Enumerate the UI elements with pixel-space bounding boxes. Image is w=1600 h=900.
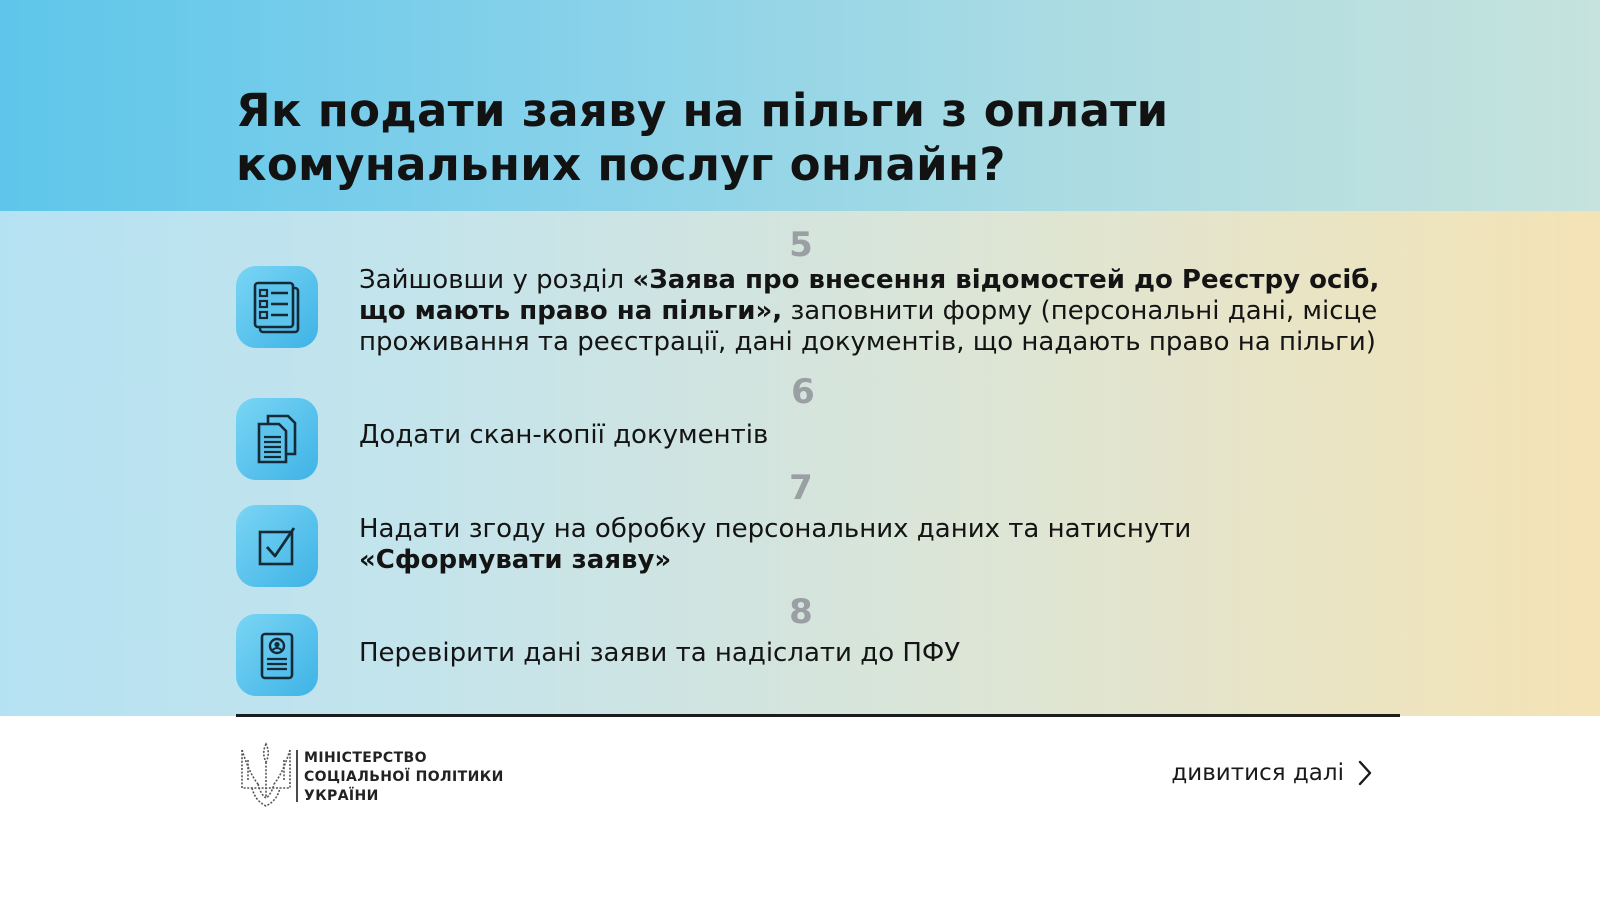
step-7-icon-tile [236,505,318,587]
step-8-text: Перевірити дані заяви та надіслати до ПФУ [359,638,961,668]
chevron-right-icon [1358,760,1372,786]
step-5-text-suffix: заповнити форму (персональні дані, місце проживання та реєстрації, дані документів, що надають право на пільги) [359,296,1378,357]
ministry-line-2: СОЦІАЛЬНОЇ ПОЛІТИКИ [304,769,504,785]
title-line-1: Як подати заяву на пільги з оплати [236,84,1169,137]
trident-emblem-icon [236,740,296,812]
logo-separator [296,750,298,802]
ministry-line-1: МІНІСТЕРСТВО [304,750,427,766]
step-7-text [359,514,1409,576]
documents-copy-icon [248,410,306,468]
step-5-text-prefix: Зайшовши у розділ [359,265,633,295]
step-5-text-bold: «Заява про внесення відомостей до Реєстру осіб, що мають право на пільги», [359,265,1380,326]
step-number-8: 8 [789,592,813,632]
checkbox-icon [248,517,306,575]
see-more-label: дивитися далі [1171,760,1344,786]
form-list-icon [248,278,306,336]
step-6-icon-tile [236,398,318,480]
step-5-text [359,265,1409,358]
step-8-icon-tile [236,614,318,696]
ministry-line-3: УКРАЇНИ [304,788,379,804]
ministry-name [304,749,504,806]
id-document-icon [248,626,306,684]
step-6-text: Додати скан-копії документів [359,420,769,450]
step-7-text-prefix: Надати згоду на обробку персональних даних та натиснути [359,514,1192,544]
step-number-5: 5 [789,225,813,265]
footer-divider [236,714,1400,717]
step-number-6: 6 [791,372,815,412]
step-number-7: 7 [789,468,813,508]
step-5-icon-tile [236,266,318,348]
see-more-link[interactable] [1171,760,1372,786]
title-line-2: комунальних послуг онлайн? [236,138,1006,191]
header-banner [0,0,1600,211]
page-title [236,84,1236,192]
step-7-text-bold: «Сформувати заяву» [359,545,672,575]
